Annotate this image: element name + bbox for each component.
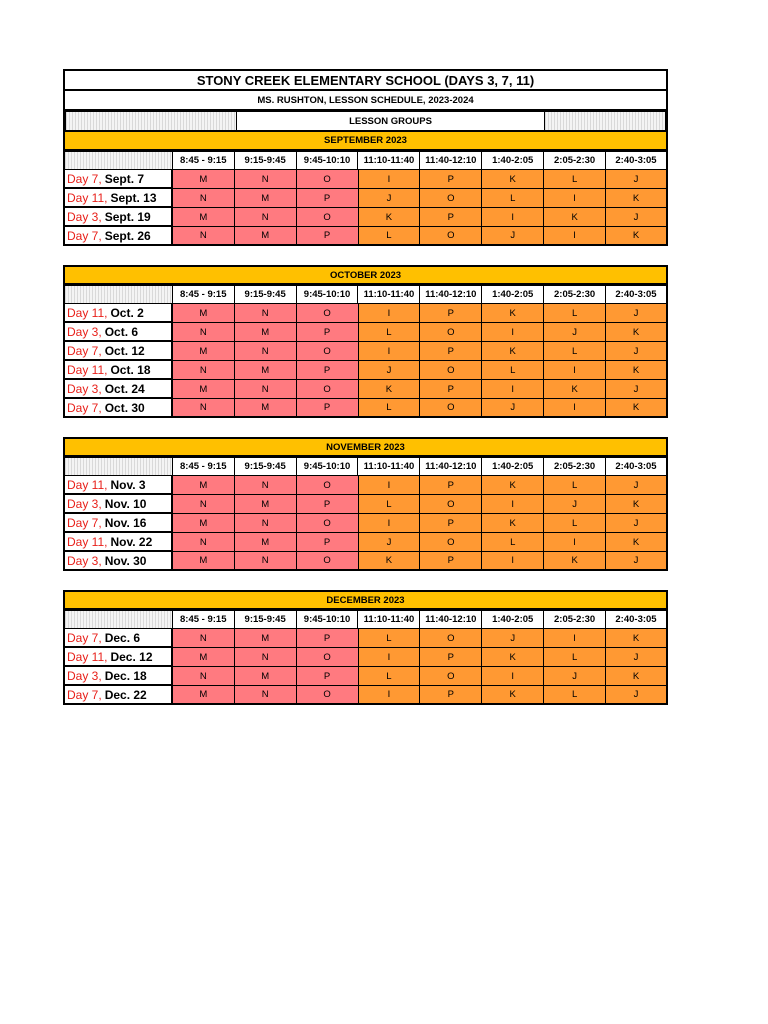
group-cell: L (482, 361, 544, 380)
group-cell: N (173, 629, 235, 648)
group-cell: O (420, 533, 482, 552)
group-cell: P (420, 686, 482, 705)
lesson-row (63, 399, 668, 418)
group-cell: N (235, 648, 297, 667)
rotation-day: Day 7, (67, 343, 102, 358)
group-cell: N (235, 552, 297, 571)
group-cell: I (544, 629, 606, 648)
row-date-label (63, 476, 173, 495)
group-cell: N (235, 208, 297, 227)
lesson-row (63, 495, 668, 514)
lesson-date: Sept. 19 (104, 209, 151, 224)
rotation-day: Day 11, (67, 305, 108, 320)
group-cell: L (544, 304, 606, 323)
group-cell: I (359, 686, 421, 705)
group-cell: J (606, 552, 668, 571)
time-row-label-shade (63, 151, 173, 170)
group-cell: O (420, 495, 482, 514)
group-cell: O (297, 648, 359, 667)
time-slot-header: 9:45-10:10 (297, 151, 359, 170)
lesson-row (63, 170, 668, 189)
row-date-label (63, 227, 173, 246)
group-cell: N (235, 514, 297, 533)
group-cell: O (297, 342, 359, 361)
group-cell: K (359, 552, 421, 571)
group-cell: P (420, 552, 482, 571)
time-slot-header: 11:10-11:40 (358, 457, 420, 476)
rotation-day: Day 7, (67, 630, 102, 645)
group-cell: O (420, 629, 482, 648)
group-cell: M (235, 667, 297, 686)
group-cell: L (544, 342, 606, 361)
schedule-document (63, 69, 668, 705)
group-cell: J (606, 380, 668, 399)
group-cell: K (544, 552, 606, 571)
row-date-label (63, 533, 173, 552)
lesson-date: Oct. 18 (110, 362, 151, 377)
group-cell: J (606, 170, 668, 189)
group-cell: L (359, 629, 421, 648)
lesson-date: Oct. 24 (104, 381, 145, 396)
month-header: OCTOBER 2023 (63, 265, 668, 285)
row-date-label (63, 361, 173, 380)
month-blocks (63, 131, 668, 705)
group-cell: N (235, 170, 297, 189)
time-slot-header: 8:45 - 9:15 (173, 285, 235, 304)
group-cell: P (297, 189, 359, 208)
rotation-day: Day 7, (67, 171, 102, 186)
lesson-row (63, 629, 668, 648)
time-slot-row (63, 457, 668, 476)
month-block (63, 265, 668, 418)
group-cell: N (173, 227, 235, 246)
group-cell: N (173, 189, 235, 208)
group-cell: J (606, 686, 668, 705)
lesson-row (63, 686, 668, 705)
lesson-row (63, 227, 668, 246)
time-slot-header: 2:40-3:05 (606, 285, 668, 304)
group-cell: M (235, 323, 297, 342)
group-cell: O (420, 399, 482, 418)
rotation-day: Day 11, (67, 362, 108, 377)
group-cell: N (235, 476, 297, 495)
group-cell: P (297, 399, 359, 418)
group-cell: K (482, 476, 544, 495)
group-cell: P (297, 227, 359, 246)
group-cell: L (359, 227, 421, 246)
time-slot-header: 9:45-10:10 (297, 285, 359, 304)
group-cell: I (359, 476, 421, 495)
time-slot-header: 2:05-2:30 (544, 151, 606, 170)
group-cell: N (235, 304, 297, 323)
group-cell: O (297, 304, 359, 323)
time-slot-header: 2:05-2:30 (544, 610, 606, 629)
rotation-day: Day 11, (67, 190, 108, 205)
group-cell: I (359, 304, 421, 323)
lesson-date: Nov. 30 (104, 553, 147, 568)
time-slot-header: 1:40-2:05 (482, 457, 544, 476)
group-cell: N (235, 686, 297, 705)
time-slot-header: 9:45-10:10 (297, 610, 359, 629)
group-cell: I (544, 533, 606, 552)
row-date-label (63, 342, 173, 361)
group-cell: I (359, 648, 421, 667)
rotation-day: Day 3, (67, 496, 102, 511)
group-cell: L (359, 495, 421, 514)
time-slot-header: 8:45 - 9:15 (173, 610, 235, 629)
lesson-row (63, 361, 668, 380)
group-cell: L (544, 686, 606, 705)
group-cell: K (482, 514, 544, 533)
time-slot-header: 2:05-2:30 (544, 457, 606, 476)
time-slot-header: 1:40-2:05 (482, 610, 544, 629)
group-cell: K (359, 208, 421, 227)
group-cell: L (544, 514, 606, 533)
group-cell: P (297, 495, 359, 514)
group-cell: N (235, 380, 297, 399)
group-cell: K (606, 227, 668, 246)
lesson-date: Nov. 16 (104, 515, 147, 530)
lesson-groups-right-shade (544, 111, 666, 131)
lesson-row (63, 208, 668, 227)
time-row-label-shade (63, 457, 173, 476)
group-cell: J (544, 667, 606, 686)
group-cell: O (420, 667, 482, 686)
group-cell: I (359, 514, 421, 533)
group-cell: I (544, 361, 606, 380)
time-row-label-shade (63, 285, 173, 304)
month-block (63, 131, 668, 246)
group-cell: M (235, 533, 297, 552)
lesson-date: Nov. 3 (110, 477, 146, 492)
group-cell: J (606, 514, 668, 533)
time-slot-header: 8:45 - 9:15 (173, 457, 235, 476)
rotation-day: Day 3, (67, 553, 102, 568)
group-cell: M (235, 361, 297, 380)
time-slot-header: 9:15-9:45 (235, 457, 297, 476)
group-cell: L (544, 476, 606, 495)
group-cell: M (173, 170, 235, 189)
lesson-date: Nov. 22 (110, 534, 153, 549)
group-cell: J (606, 648, 668, 667)
group-cell: J (544, 495, 606, 514)
group-cell: L (544, 170, 606, 189)
group-cell: O (297, 552, 359, 571)
group-cell: O (297, 170, 359, 189)
group-cell: K (544, 208, 606, 227)
group-cell: N (173, 323, 235, 342)
group-cell: K (606, 533, 668, 552)
lesson-date: Dec. 22 (104, 687, 147, 702)
group-cell: O (297, 476, 359, 495)
group-cell: P (420, 648, 482, 667)
time-slot-header: 1:40-2:05 (482, 285, 544, 304)
group-cell: K (544, 380, 606, 399)
lesson-row (63, 667, 668, 686)
group-cell: N (235, 342, 297, 361)
group-cell: P (297, 629, 359, 648)
group-cell: P (297, 533, 359, 552)
time-slot-header: 11:40-12:10 (420, 610, 482, 629)
group-cell: N (173, 399, 235, 418)
lesson-groups-left-shade (65, 111, 237, 131)
group-cell: P (420, 170, 482, 189)
group-cell: I (482, 495, 544, 514)
group-cell: O (297, 380, 359, 399)
group-cell: M (173, 514, 235, 533)
group-cell: M (235, 495, 297, 514)
rotation-day: Day 7, (67, 515, 102, 530)
month-block (63, 437, 668, 571)
lesson-date: Dec. 12 (110, 649, 153, 664)
group-cell: I (359, 342, 421, 361)
lesson-rows (63, 304, 668, 418)
month-header: DECEMBER 2023 (63, 590, 668, 610)
row-date-label (63, 208, 173, 227)
group-cell: I (544, 399, 606, 418)
group-cell: P (420, 342, 482, 361)
lesson-row (63, 533, 668, 552)
lesson-date: Oct. 2 (110, 305, 144, 320)
time-slot-header: 11:10-11:40 (358, 610, 420, 629)
group-cell: J (544, 323, 606, 342)
group-cell: K (482, 342, 544, 361)
group-cell: L (359, 323, 421, 342)
row-date-label (63, 323, 173, 342)
group-cell: K (482, 170, 544, 189)
group-cell: P (420, 304, 482, 323)
group-cell: M (173, 380, 235, 399)
lesson-groups-label: LESSON GROUPS (237, 111, 544, 131)
group-cell: J (606, 342, 668, 361)
group-cell: L (482, 189, 544, 208)
rotation-day: Day 3, (67, 668, 102, 683)
rotation-day: Day 7, (67, 400, 102, 415)
group-cell: K (606, 495, 668, 514)
lesson-row (63, 476, 668, 495)
group-cell: P (420, 208, 482, 227)
lesson-rows (63, 629, 668, 705)
group-cell: N (173, 495, 235, 514)
lesson-row (63, 304, 668, 323)
group-cell: M (173, 342, 235, 361)
group-cell: P (297, 323, 359, 342)
group-cell: M (173, 476, 235, 495)
lesson-groups-bar (63, 111, 668, 131)
row-date-label (63, 189, 173, 208)
group-cell: I (482, 323, 544, 342)
lesson-date: Sept. 13 (110, 190, 157, 205)
time-slot-header: 9:15-9:45 (235, 610, 297, 629)
group-cell: J (482, 399, 544, 418)
rotation-day: Day 7, (67, 228, 102, 243)
group-cell: O (297, 514, 359, 533)
group-cell: I (482, 380, 544, 399)
time-slot-header: 11:40-12:10 (420, 457, 482, 476)
lesson-rows (63, 170, 668, 246)
group-cell: M (173, 304, 235, 323)
lesson-date: Dec. 6 (104, 630, 141, 645)
group-cell: K (606, 667, 668, 686)
month-header: NOVEMBER 2023 (63, 437, 668, 457)
group-cell: O (420, 361, 482, 380)
group-cell: K (606, 323, 668, 342)
group-cell: J (606, 208, 668, 227)
group-cell: M (235, 399, 297, 418)
time-slot-header: 11:10-11:40 (358, 285, 420, 304)
lesson-date: Sept. 26 (104, 228, 151, 243)
row-date-label (63, 495, 173, 514)
group-cell: I (482, 667, 544, 686)
lesson-row (63, 323, 668, 342)
group-cell: J (482, 227, 544, 246)
rotation-day: Day 11, (67, 477, 108, 492)
time-slot-row (63, 285, 668, 304)
group-cell: J (359, 361, 421, 380)
group-cell: O (297, 686, 359, 705)
group-cell: K (606, 629, 668, 648)
group-cell: P (297, 361, 359, 380)
group-cell: N (173, 667, 235, 686)
time-slot-header: 1:40-2:05 (482, 151, 544, 170)
group-cell: I (482, 208, 544, 227)
group-cell: I (359, 170, 421, 189)
group-cell: M (173, 552, 235, 571)
group-cell: M (235, 227, 297, 246)
group-cell: K (482, 686, 544, 705)
rotation-day: Day 11, (67, 649, 108, 664)
time-slot-header: 11:40-12:10 (420, 151, 482, 170)
group-cell: N (173, 361, 235, 380)
rotation-day: Day 7, (67, 687, 102, 702)
row-date-label (63, 304, 173, 323)
group-cell: L (544, 648, 606, 667)
time-slot-header: 2:05-2:30 (544, 285, 606, 304)
lesson-row (63, 380, 668, 399)
group-cell: O (297, 208, 359, 227)
group-cell: M (173, 208, 235, 227)
row-date-label (63, 667, 173, 686)
lesson-row (63, 189, 668, 208)
time-slot-header: 9:45-10:10 (297, 457, 359, 476)
row-date-label (63, 514, 173, 533)
group-cell: L (359, 399, 421, 418)
time-row-label-shade (63, 610, 173, 629)
group-cell: M (235, 629, 297, 648)
group-cell: J (359, 533, 421, 552)
time-slot-header: 9:15-9:45 (235, 285, 297, 304)
lesson-date: Oct. 30 (104, 400, 145, 415)
group-cell: P (297, 667, 359, 686)
row-date-label (63, 648, 173, 667)
rotation-day: Day 3, (67, 209, 102, 224)
row-date-label (63, 380, 173, 399)
group-cell: L (482, 533, 544, 552)
schedule-subtitle: MS. RUSHTON, LESSON SCHEDULE, 2023-2024 (63, 91, 668, 111)
lesson-date: Sept. 7 (104, 171, 145, 186)
time-slot-header: 2:40-3:05 (606, 610, 668, 629)
school-title: STONY CREEK ELEMENTARY SCHOOL (DAYS 3, 7, 11) (63, 69, 668, 91)
lesson-date: Oct. 12 (104, 343, 145, 358)
rotation-day: Day 11, (67, 534, 108, 549)
row-date-label (63, 552, 173, 571)
lesson-date: Nov. 10 (104, 496, 147, 511)
group-cell: J (606, 476, 668, 495)
row-date-label (63, 686, 173, 705)
time-slot-header: 8:45 - 9:15 (173, 151, 235, 170)
time-slot-header: 9:15-9:45 (235, 151, 297, 170)
group-cell: P (420, 380, 482, 399)
group-cell: N (173, 533, 235, 552)
group-cell: O (420, 227, 482, 246)
lesson-row (63, 514, 668, 533)
lesson-date: Oct. 6 (104, 324, 139, 339)
month-header: SEPTEMBER 2023 (63, 131, 668, 151)
group-cell: I (544, 227, 606, 246)
group-cell: L (359, 667, 421, 686)
group-cell: I (544, 189, 606, 208)
group-cell: K (606, 399, 668, 418)
row-date-label (63, 399, 173, 418)
lesson-rows (63, 476, 668, 571)
group-cell: M (235, 189, 297, 208)
time-slot-header: 11:10-11:40 (358, 151, 420, 170)
time-slot-row (63, 151, 668, 170)
time-slot-header: 2:40-3:05 (606, 457, 668, 476)
lesson-row (63, 648, 668, 667)
group-cell: P (420, 476, 482, 495)
lesson-row (63, 342, 668, 361)
group-cell: I (482, 552, 544, 571)
group-cell: K (359, 380, 421, 399)
group-cell: M (173, 648, 235, 667)
row-date-label (63, 629, 173, 648)
rotation-day: Day 3, (67, 381, 102, 396)
group-cell: J (606, 304, 668, 323)
group-cell: K (482, 304, 544, 323)
lesson-date: Dec. 18 (104, 668, 147, 683)
time-slot-row (63, 610, 668, 629)
time-slot-header: 11:40-12:10 (420, 285, 482, 304)
group-cell: O (420, 323, 482, 342)
group-cell: O (420, 189, 482, 208)
group-cell: K (606, 189, 668, 208)
time-slot-header: 2:40-3:05 (606, 151, 668, 170)
group-cell: J (359, 189, 421, 208)
month-block (63, 590, 668, 705)
group-cell: M (173, 686, 235, 705)
group-cell: K (482, 648, 544, 667)
rotation-day: Day 3, (67, 324, 102, 339)
group-cell: P (420, 514, 482, 533)
lesson-row (63, 552, 668, 571)
group-cell: J (482, 629, 544, 648)
row-date-label (63, 170, 173, 189)
group-cell: K (606, 361, 668, 380)
